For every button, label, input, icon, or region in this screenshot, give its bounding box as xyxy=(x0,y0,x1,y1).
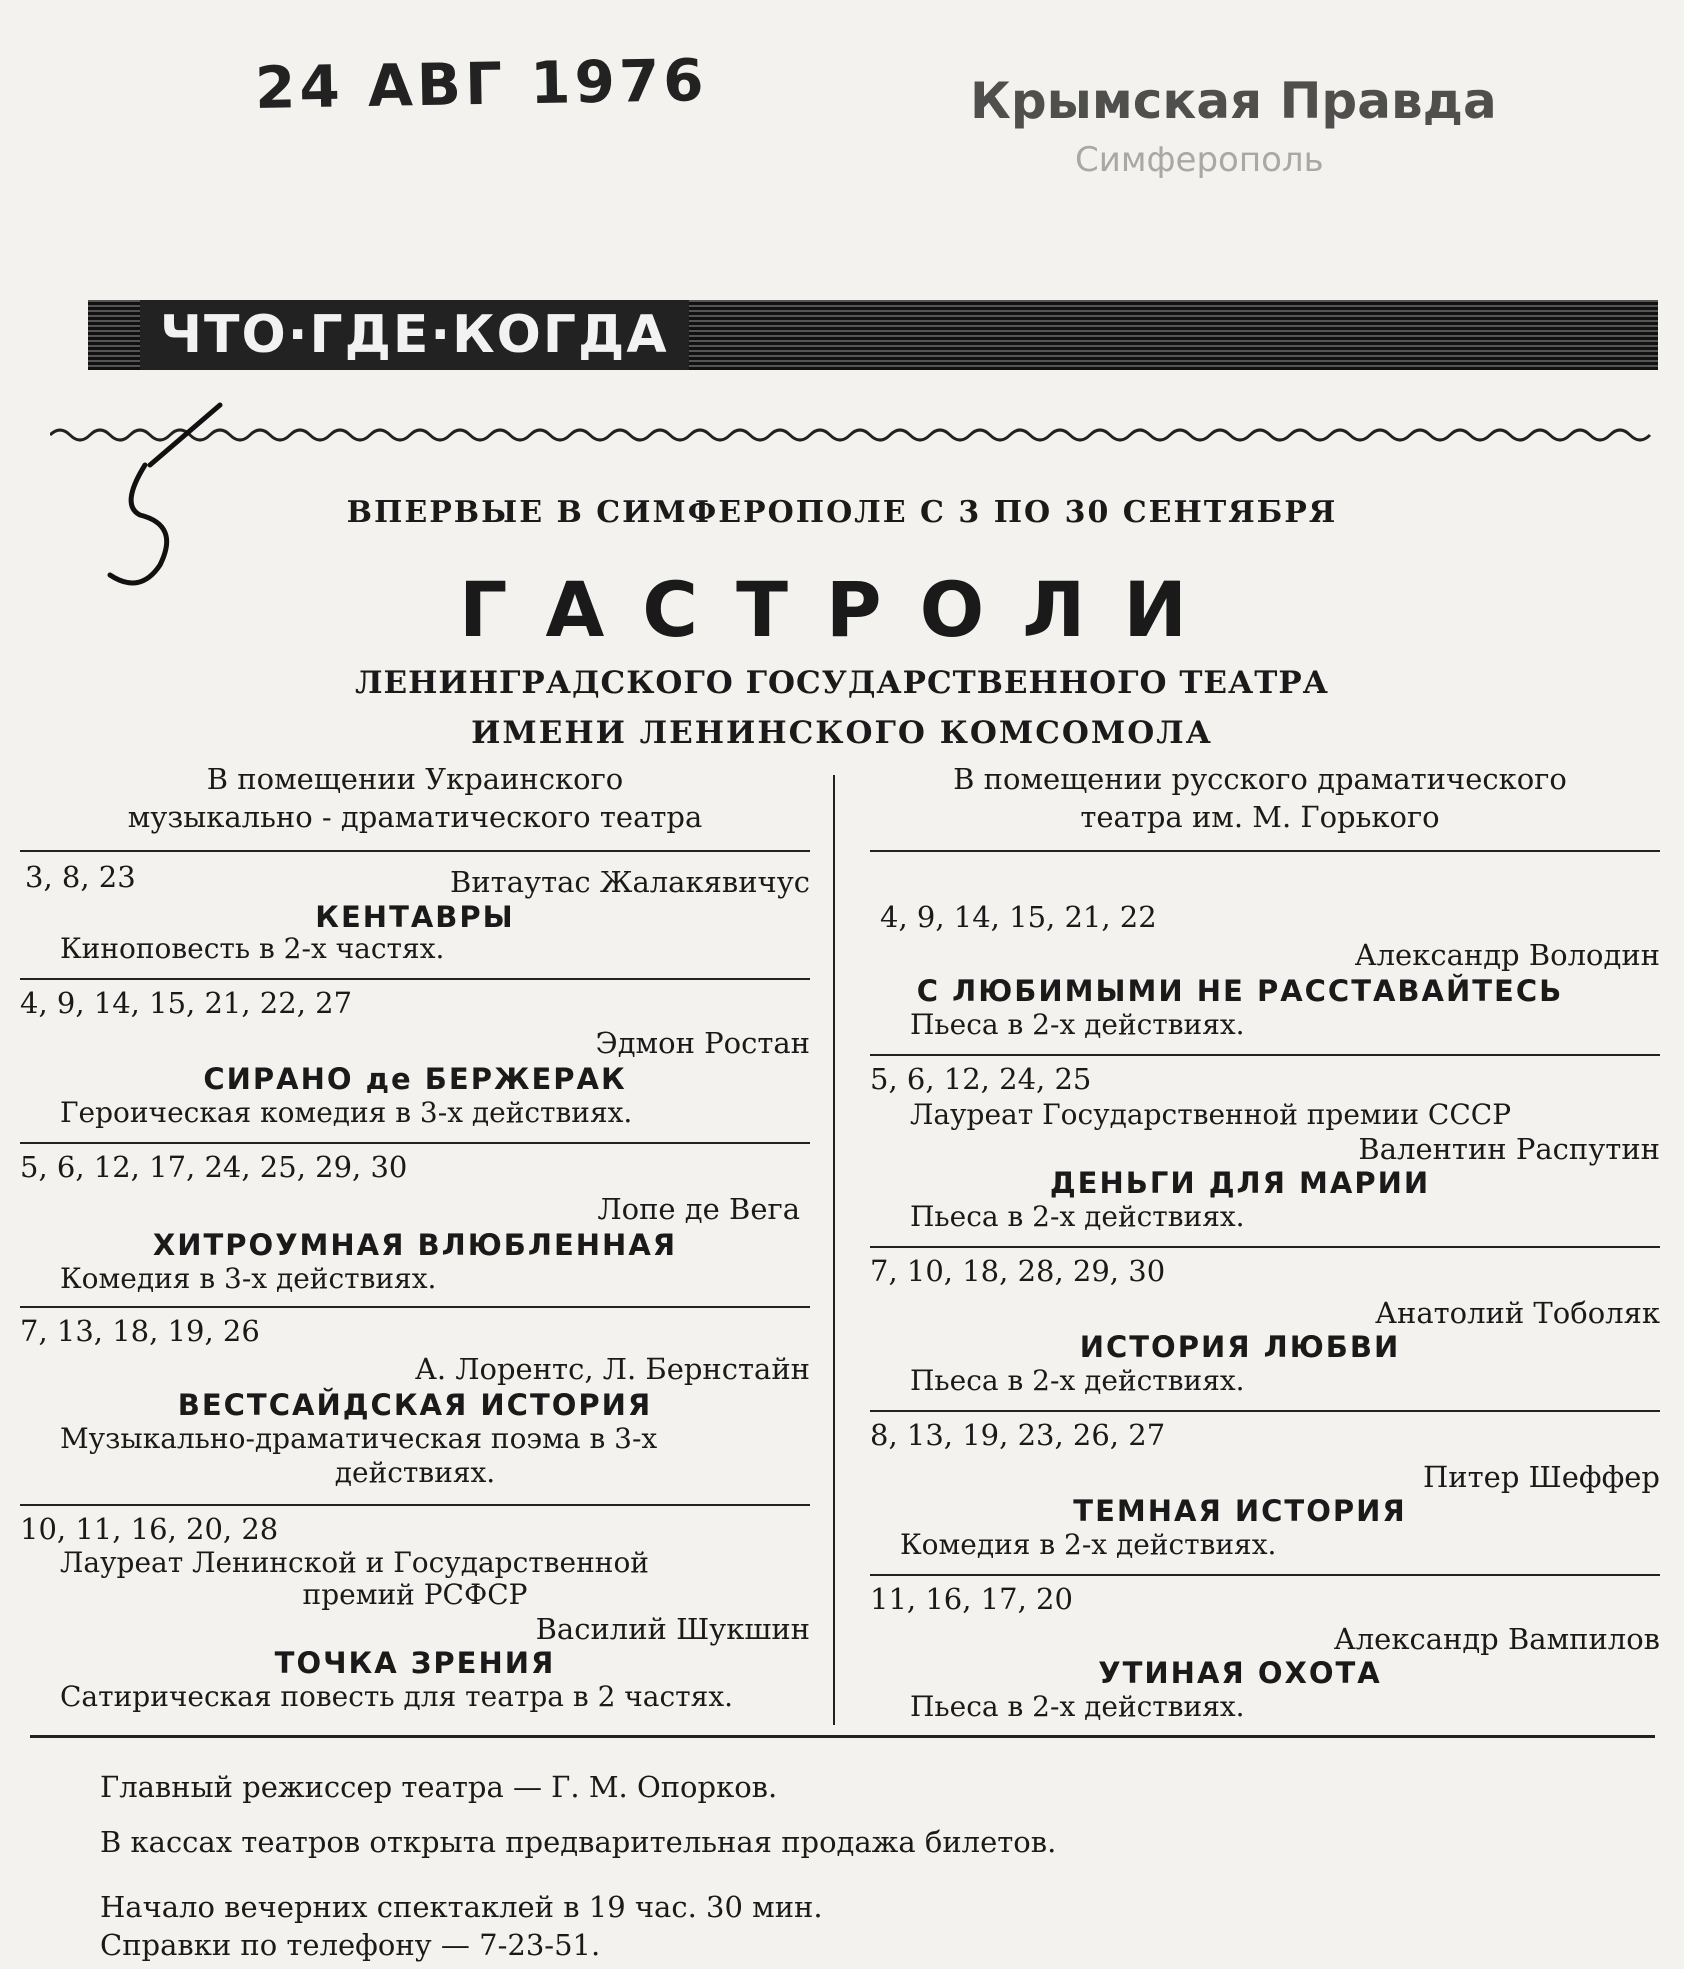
footer-director: Главный режиссер театра — Г. М. Опорков. xyxy=(100,1770,778,1804)
show-title: ХИТРОУМНАЯ ВЛЮБЛЕННАЯ xyxy=(152,1228,678,1262)
show-dates: 7, 10, 18, 28, 29, 30 xyxy=(870,1254,1166,1288)
show-genre: Сатирическая повесть для театра в 2 частях. xyxy=(60,1680,734,1713)
show-award: Лауреат Государственной премии СССР xyxy=(910,1098,1512,1131)
divider xyxy=(20,850,810,852)
show-author: Лопе де Вега xyxy=(597,1192,800,1226)
show-author: Александр Вампилов xyxy=(1333,1622,1660,1656)
right-venue-line-1: В помещении русского драматического xyxy=(953,762,1567,796)
show-author: Валентин Распутин xyxy=(1358,1132,1660,1166)
footer-tickets: В кассах театров открыта предварительная продажа билетов. xyxy=(100,1825,1057,1859)
footer-phone: Справки по телефону — 7-23-51. xyxy=(100,1928,601,1962)
subtitle-komsomol: ИМЕНИ ЛЕНИНСКОГО КОМСОМОЛА xyxy=(471,715,1213,751)
left-venue-line-2: музыкально - драматического театра xyxy=(127,800,703,834)
show-title: С ЛЮБИМЫМИ НЕ РАССТАВАЙТЕСЬ xyxy=(916,974,1564,1008)
left-venue-line-1: В помещении Украинского xyxy=(206,762,624,796)
headline: ГАСТРОЛИ xyxy=(459,565,1225,654)
footer-start-time: Начало вечерних спектаклей в 19 час. 30 мин. xyxy=(100,1890,823,1924)
divider xyxy=(20,1306,810,1308)
left-venue xyxy=(20,760,810,836)
show-genre: Пьеса в 2-х действиях. xyxy=(910,1200,1245,1233)
show-dates: 10, 11, 16, 20, 28 xyxy=(20,1512,279,1546)
show-title: ВЕСТСАЙДСКАЯ ИСТОРИЯ xyxy=(177,1388,653,1422)
divider xyxy=(870,1246,1660,1248)
intro-line: ВПЕРВЫЕ В СИМФЕРОПОЛЕ С 3 ПО 30 СЕНТЯБРЯ xyxy=(346,495,1338,530)
show-genre: Комедия в 3-х действиях. xyxy=(60,1262,437,1295)
show-genre: Комедия в 2-х действиях. xyxy=(900,1528,1277,1561)
right-column xyxy=(860,760,1660,1723)
show-genre: Пьеса в 2-х действиях. xyxy=(910,1008,1245,1041)
show-author: Александр Володин xyxy=(1354,938,1660,972)
divider xyxy=(20,978,810,980)
newspaper-city: Симферополь xyxy=(1075,140,1324,180)
left-column xyxy=(20,760,810,1720)
show-dates: 5, 6, 12, 24, 25 xyxy=(870,1062,1092,1096)
show-author: Эдмон Ростан xyxy=(595,1026,810,1060)
show-dates: 3, 8, 23 xyxy=(25,860,136,894)
divider xyxy=(870,1410,1660,1412)
show-award: Лауреат Ленинской и Государственной xyxy=(60,1546,649,1579)
show-title: ТОЧКА ЗРЕНИЯ xyxy=(274,1646,556,1680)
right-venue-line-2: театра им. М. Горького xyxy=(1080,800,1440,834)
show-dates: 8, 13, 19, 23, 26, 27 xyxy=(870,1418,1166,1452)
show-dates: 4, 9, 14, 15, 21, 22, 27 xyxy=(20,986,353,1020)
show-title: ДЕНЬГИ ДЛЯ МАРИИ xyxy=(1049,1166,1431,1200)
divider xyxy=(870,1054,1660,1056)
show-dates: 5, 6, 12, 17, 24, 25, 29, 30 xyxy=(20,1150,408,1184)
show-dates: 7, 13, 18, 19, 26 xyxy=(20,1314,260,1348)
newspaper-name: Крымская Правда xyxy=(970,72,1497,130)
footer-rule xyxy=(30,1735,1655,1738)
wavy-rule xyxy=(50,420,1660,450)
show-genre-cont: действиях. xyxy=(334,1456,496,1489)
show-title: ИСТОРИЯ ЛЮБВИ xyxy=(1079,1330,1401,1364)
show-title: ТЕМНАЯ ИСТОРИЯ xyxy=(1073,1494,1407,1528)
show-author: Питер Шеффер xyxy=(1423,1460,1660,1494)
show-author: Анатолий Тоболяк xyxy=(1375,1296,1660,1330)
divider xyxy=(870,1574,1660,1576)
show-title: КЕНТАВРЫ xyxy=(315,900,515,934)
divider xyxy=(870,850,1660,852)
show-author: А. Лорентс, Л. Бернстайн xyxy=(414,1352,810,1386)
stamp-date: 24 АВГ 1976 xyxy=(254,46,709,122)
banner-title: ЧТО·ГДЕ·КОГДА xyxy=(140,300,689,370)
show-genre: Пьеса в 2-х действиях. xyxy=(910,1364,1245,1397)
show-title: СИРАНО де БЕРЖЕРАК xyxy=(203,1062,627,1096)
show-genre: Музыкально-драматическая поэма в 3-х xyxy=(60,1422,658,1455)
show-genre: Героическая комедия в 3-х действиях. xyxy=(60,1096,633,1129)
show-dates: 11, 16, 17, 20 xyxy=(870,1582,1073,1616)
show-genre: Киноповесть в 2-х частях. xyxy=(60,932,445,965)
show-dates: 4, 9, 14, 15, 21, 22 xyxy=(880,900,1157,934)
right-venue xyxy=(860,760,1660,836)
show-title: УТИНАЯ ОХОТА xyxy=(1098,1656,1382,1690)
show-author: Витаутас Жалакявичус xyxy=(450,865,810,899)
divider xyxy=(20,1142,810,1144)
show-author: Василий Шукшин xyxy=(535,1612,810,1646)
show-award-cont: премий РСФСР xyxy=(302,1578,528,1611)
divider xyxy=(20,1504,810,1506)
column-divider xyxy=(833,775,835,1725)
subtitle-theatre: ЛЕНИНГРАДСКОГО ГОСУДАРСТВЕННОГО ТЕАТРА xyxy=(355,665,1329,701)
show-genre: Пьеса в 2-х действиях. xyxy=(910,1690,1245,1723)
